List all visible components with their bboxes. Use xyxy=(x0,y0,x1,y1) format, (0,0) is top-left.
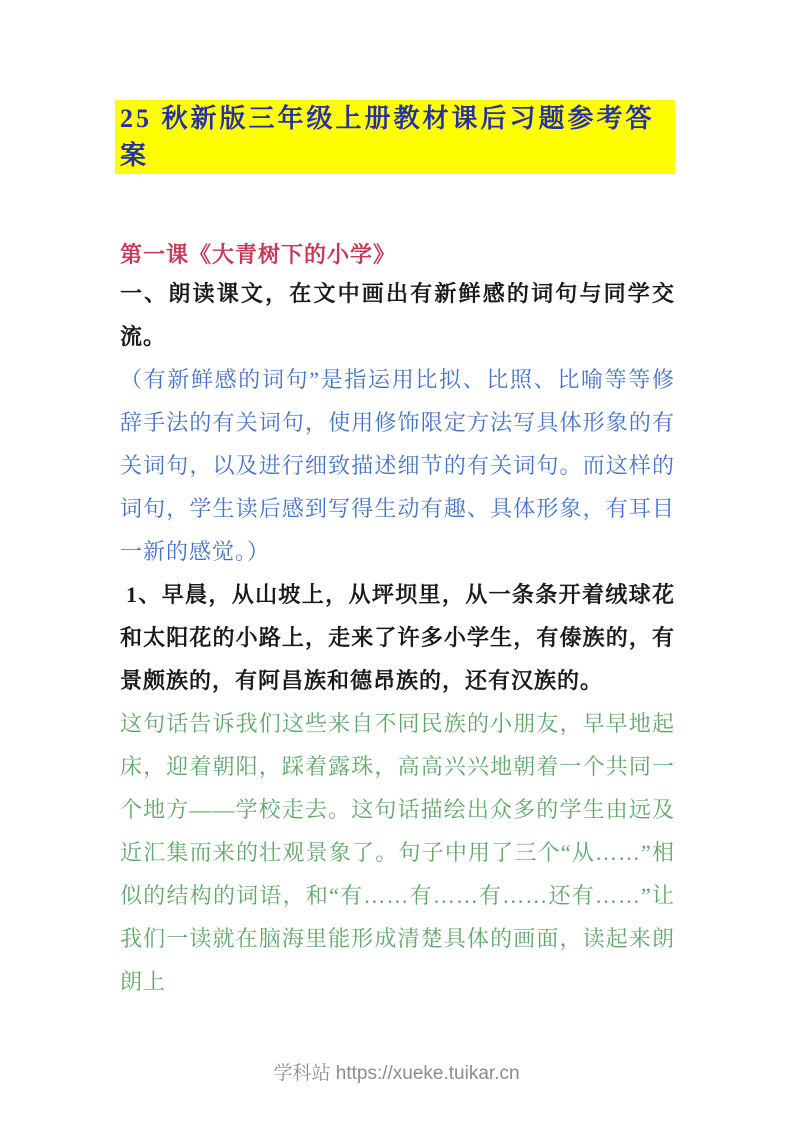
lesson-heading: 第一课《大青树下的小学》 xyxy=(120,242,397,267)
sentence-analysis: 这句话告诉我们这些来自不同民族的小朋友，早早地起床，迎着朝阳，踩着露珠，高高兴兴地朝着一个共同一个地方——学校走去。这句话描绘出众多的学生由远及近汇集而来的壮观景象了。句子中用了三个“从……”相似的结构的词语，和“有……有……有……还有……”让我们一读就在脑海里能形成清楚具体的画面，读起来朗朗上 xyxy=(120,711,675,994)
footer xyxy=(0,1058,793,1085)
exercise-question: 一、朗读课文，在文中画出有新鲜感的词句与同学交流。 xyxy=(120,281,675,349)
document-title xyxy=(120,100,675,174)
document-content xyxy=(120,0,675,1003)
question-explanation-note: （有新鲜感的词句”是指运用比拟、比照、比喻等等修辞手法的有关词句，使用修饰限定方法写具体形象的有关词句，以及进行细致描述细节的有关词句。而这样的词句，学生读后感到写得生动有趣、具体形象，有耳目一新的感觉。） xyxy=(120,367,675,564)
document-title-highlight: 25 秋新版三年级上册教材课后习题参考答案 xyxy=(115,100,675,174)
footer-watermark-text: 学科站 https://xueke.tuikar.cn xyxy=(273,1063,520,1084)
example-sentence: 1、早晨，从山坡上，从坪坝里，从一条条开着绒球花和太阳花的小路上，走来了许多小学生，有傣族的，有景颇族的，有阿昌族和德昂族的，还有汉族的。 xyxy=(120,582,675,693)
